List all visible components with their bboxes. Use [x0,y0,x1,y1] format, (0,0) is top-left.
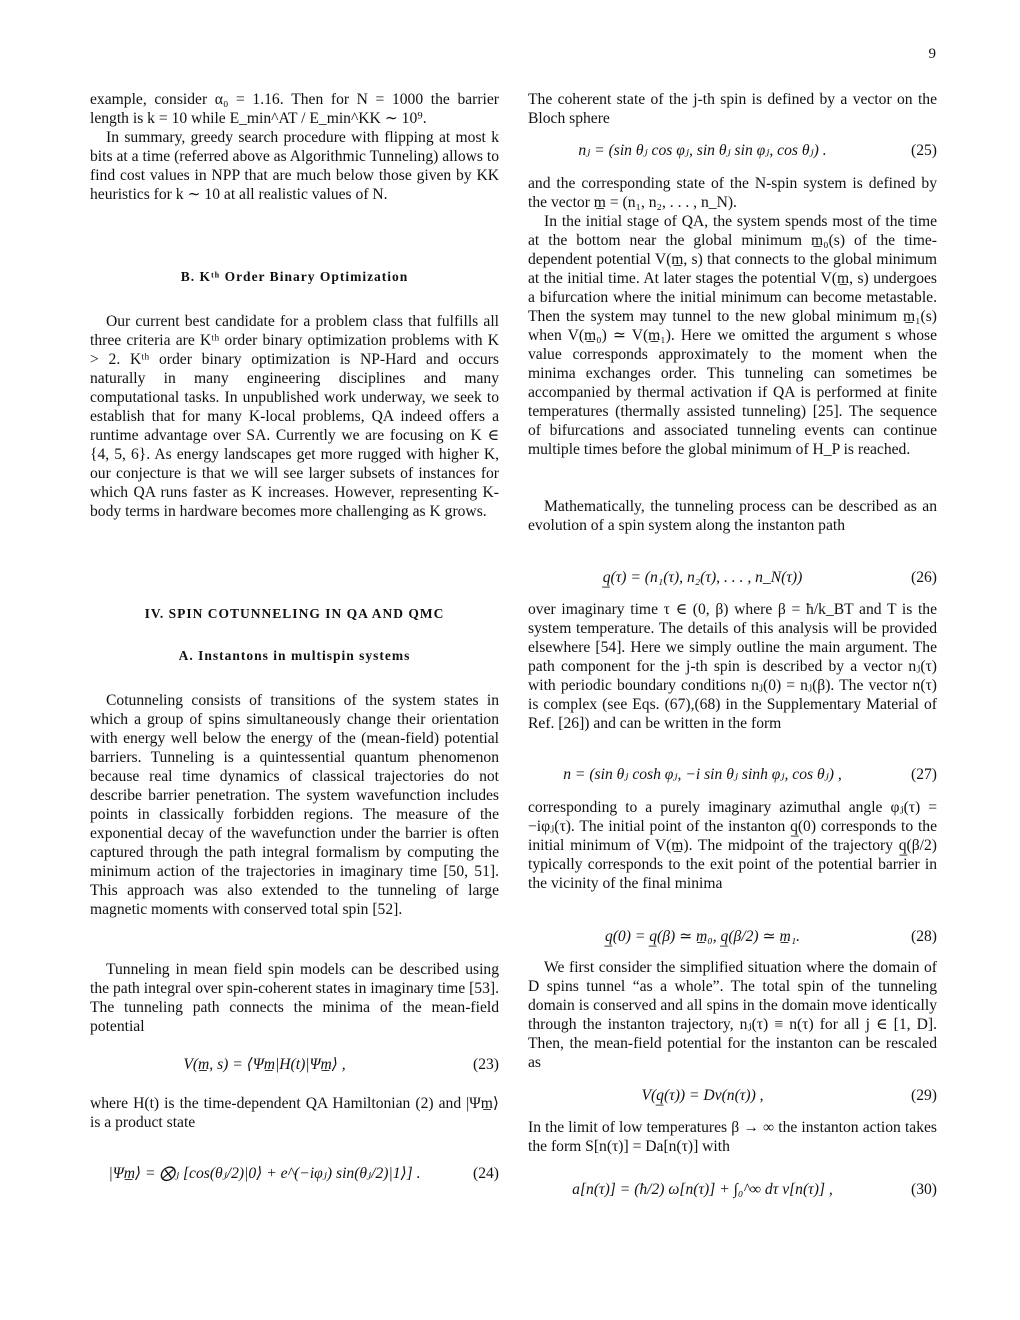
paragraph: Tunneling in mean field spin models can be described using the path integral over spin-coherent states in imaginary time [53]. The tunneling path connects the minima of the mean-field potential [90,961,499,1035]
equation-body: q̲(0) = q̲(β) ≃ m̲₀, q̲(β/2) ≃ m̲₁. [604,928,801,945]
paragraph: over imaginary time τ ∈ (0, β) where β = ħ/k_BT and T is the system temperature. The details of this analysis will be provided elsewhere [54]. Here we simply outline the main argument. The path component for the j-th spin is described by a vector nⱼ(τ) with periodic boundary conditions nⱼ(0) = nⱼ(β). The vector n(τ) is complex (see Eqs. (67),(68) in the Supplementary Material of Ref. [26]) and can be written in the form [528,601,937,732]
paragraph: example, consider α₀ = 1.16. Then for N = 1000 the barrier length is k = 10 while E_min^AT / E_min^KK ∼ 10⁹. [90,91,499,127]
paragraph: and the corresponding state of the N-spin system is defined by the vector m̲ = (n₁, n₂, . . . , n_N). [528,175,937,211]
page-number: 9 [928,46,936,62]
equation-number: (27) [911,766,937,783]
subsection-heading-a: A. Instantons in multispin systems [178,648,411,663]
equation-body: V(m̲, s) = ⟨Ψm̲|H(t)|Ψm̲⟩ , [183,1056,346,1073]
equation-body: nⱼ = (sin θⱼ cos φⱼ, sin θⱼ sin φⱼ, cos θⱼ) . [578,142,827,159]
paragraph: We first consider the simplified situation where the domain of D spins tunnel “as a whole”. The total spin of the tunneling domain is conserved and all spins in the domain move identically through the instanton trajectory, nⱼ(τ) ≡ n(τ) for all j ∈ [1, D]. Then, the mean-field potential for the instanton can be rescaled as [528,959,937,1071]
paragraph: The coherent state of the j-th spin is defined by a vector on the Bloch sphere [528,91,937,127]
equation-number: (24) [473,1165,499,1182]
equation-number: (26) [911,569,937,586]
equation-body: V(q̲(τ)) = Dv(n(τ)) , [641,1087,764,1104]
paragraph: corresponding to a purely imaginary azimuthal angle φⱼ(τ) = −iφⱼ(τ). The initial point of the instanton q̲(0) corresponds to the initial minimum of V(m̲). The midpoint of the trajectory q̲(β/2) typically corresponds to the exit point of the potential barrier in the vicinity of the final minima [528,799,937,892]
paragraph: In the initial stage of QA, the system spends most of the time at the bottom near the global minimum m̲₀(s) of the time-dependent potential V(m̲, s) that connects to the global minimum at the initial time. At later stages the potential V(m̲, s) undergoes a bifurcation where the initial minimum can become metastable. Then the system may tunnel to the new global minimum m̲₁(s) when V(m̲₀) ≃ V(m̲₁). Here we omitted the argument s whose value corresponds approximately to the moment when the minima exchanges order. This tunneling can sometimes be accompanied by thermal activation if QA is performed at finite temperatures (thermally assisted tunneling) [25]. The sequence of bifurcations and associated tunneling events can continue multiple times before the global minimum of H_P is reached. [528,213,937,458]
section-heading-iv: IV. SPIN COTUNNELING IN QA AND QMC [144,606,445,621]
paragraph: where H(t) is the time-dependent QA Hamiltonian (2) and |Ψm̲⟩ is a product state [90,1095,499,1131]
equation-body: q̲(τ) = (n₁(τ), n₂(τ), . . . , n_N(τ)) [602,569,803,586]
equation-number: (23) [473,1056,499,1073]
paragraph: In the limit of low temperatures β → ∞ the instanton action takes the form S[n(τ)] = Da[n(τ)] with [528,1119,937,1155]
equation-body: |Ψm̲⟩ = ⨂ⱼ [cos(θⱼ/2)|0⟩ + e^(−iφⱼ) sin(θⱼ/2)|1⟩] . [108,1165,421,1182]
equation-number: (30) [911,1181,937,1198]
paragraph: Our current best candidate for a problem class that fulfills all three criteria are Kᵗʰ order binary optimization problems with K > 2. Kᵗʰ order binary optimization is NP-Hard and occurs naturally in many engineering disciplines and many computational tasks. In unpublished work underway, we seek to establish that for many K-local problems, QA indeed offers a runtime advantage over SA. Currently we are focusing on K ∈ {4, 5, 6}. As energy landscapes get more rugged with higher K, our conjecture is that we will see larger subsets of instances for which QA runs faster as K increases. However, representing K-body terms in hardware becomes more challenging as K grows. [90,313,499,520]
paragraph: Cotunneling consists of transitions of the system states in which a group of spins simultaneously change their orientation with energy well below the energy of the (mean-field) potential barriers. Tunneling is a quintessential quantum phenomenon because real time dynamics of classical trajectories do not describe barrier penetration. The system wavefunction includes points in classically forbidden regions. The measure of the exponential decay of the wavefunction under the barrier is often captured through the path integral formalism by computing the minimum action of the trajectories in imaginary time [50, 51]. This approach was also extended to the tunneling of large magnetic moments with conserved total spin [52]. [90,692,499,918]
equation-body: a[n(τ)] = (ħ/2) ω[n(τ)] + ∫₀^∞ dτ v[n(τ)] , [572,1181,833,1198]
equation-body: n = (sin θⱼ cosh φⱼ, −i sin θⱼ sinh φⱼ, cos θⱼ) , [563,766,842,783]
paragraph: In summary, greedy search procedure with flipping at most k bits at a time (referred above as Algorithmic Tunneling) allows to find cost values in NPP that are much below those given by KK heuristics for k ∼ 10 at all realistic values of N. [90,129,499,203]
paragraph: Mathematically, the tunneling process can be described as an evolution of a spin system along the instanton path [528,498,937,534]
section-heading-b: B. Kᵗʰ Order Binary Optimization [180,269,409,284]
equation-number: (28) [911,928,937,945]
equation-number: (25) [911,142,937,159]
equation-number: (29) [911,1087,937,1104]
